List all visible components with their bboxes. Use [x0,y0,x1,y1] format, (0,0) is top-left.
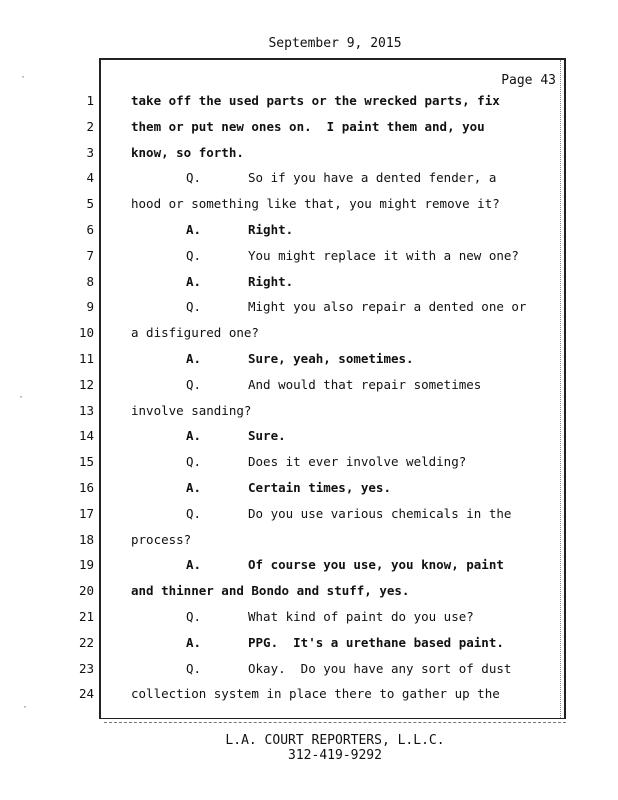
page-number: Page 43 [501,73,556,88]
line-content: PPG. It's a urethane based paint. [248,634,504,650]
line-text [131,93,500,108]
line-text [131,145,244,160]
line-number: 12 [78,376,94,392]
line-text [186,222,293,237]
line-content: process? [131,531,192,547]
transcript-line [0,274,600,294]
line-text [131,119,485,134]
line-number: 21 [78,609,94,624]
line-content: Okay. Do you have any sort of dust [248,660,512,676]
transcript-line [0,609,600,629]
line-number: 3 [86,144,94,160]
speaker-label: A. [186,222,202,237]
speaker-label: Q. [186,660,202,676]
line-content: Right. [248,273,294,289]
transcript-line [0,222,600,242]
line-number: 17 [78,505,94,521]
line-content: You might replace it with a new one? [248,247,519,263]
speaker-label: Q. [186,299,202,315]
line-text [186,557,504,572]
line-text [186,454,466,469]
footer-phone: 312-419-9292 [288,748,382,763]
line-text [131,686,500,701]
line-content: Of course you use, you know, paint [248,557,504,573]
speaker-label: Q. [186,376,202,392]
line-content: Certain times, yes. [248,480,391,495]
transcript-line [0,480,600,500]
transcript-line [0,196,600,216]
transcript-line [0,428,600,448]
speaker-label: A. [186,428,202,444]
line-number: 7 [86,247,94,263]
transcript-line [0,635,600,655]
line-text [186,248,519,263]
transcript-line [0,170,600,190]
line-number: 18 [78,531,94,547]
speaker-label: Q. [186,505,202,521]
scan-speck: · [20,72,27,83]
speaker-label: A. [186,557,202,573]
line-number: 6 [86,222,94,237]
line-text [131,196,500,211]
line-number: 15 [78,454,94,470]
line-content: So if you have a dented fender, a [248,170,497,186]
line-number: 24 [78,686,94,702]
line-content: Might you also repair a dented one or [248,299,527,315]
line-text [186,506,511,521]
transcript-line [0,557,600,577]
line-text [186,170,496,185]
speaker-label: A. [186,351,202,366]
line-text [186,635,504,650]
speaker-label: Q. [186,247,202,263]
line-number: 19 [78,557,94,573]
line-content: Does it ever involve welding? [248,454,467,470]
line-text [131,532,191,547]
transcript-line [0,145,600,165]
line-text [186,274,293,289]
line-number: 13 [78,402,94,418]
transcript-line [0,532,600,552]
page-date-header: September 9, 2015 [268,36,402,51]
line-text [186,351,414,366]
line-content: Sure, yeah, sometimes. [248,351,414,366]
transcript-line [0,299,600,319]
line-number: 2 [86,118,94,134]
speaker-label: Q. [186,170,202,186]
line-number: 14 [78,428,94,444]
line-content: take off the used parts or the wrecked parts, fix [131,93,500,108]
speaker-label: Q. [186,454,202,470]
line-text [131,325,259,340]
line-number: 11 [78,351,94,366]
line-content: know, so forth. [131,144,244,160]
line-content: Right. [248,222,294,237]
line-content: hood or something like that, you might remove it? [131,196,500,212]
transcript-line [0,661,600,681]
line-content: collection system in place there to gather up the [131,686,500,702]
speaker-label: A. [186,634,202,650]
line-text [131,583,409,598]
line-content: them or put new ones on. I paint them and, you [131,118,485,134]
line-text [186,377,481,392]
line-number: 23 [78,660,94,676]
line-text [186,299,526,314]
line-number: 16 [78,480,94,495]
line-content: involve sanding? [131,402,252,418]
line-number: 10 [78,325,94,341]
speaker-label: A. [186,480,202,495]
speaker-label: Q. [186,609,202,624]
transcript-line [0,506,600,526]
transcript-line [0,351,600,371]
line-content: What kind of paint do you use? [248,609,474,624]
line-text [186,661,511,676]
line-content: Do you use various chemicals in the [248,505,512,521]
line-number: 8 [86,273,94,289]
line-text [186,428,286,443]
transcript-line [0,686,600,706]
transcript-line [0,248,600,268]
line-text [131,403,251,418]
speaker-label: A. [186,273,202,289]
line-number: 5 [86,196,94,212]
line-content: Sure. [248,428,286,444]
line-text [186,480,391,495]
line-number: 4 [86,170,94,186]
transcript-line [0,119,600,139]
line-number: 1 [86,93,94,108]
bottom-rule [104,722,566,723]
scan-speck: · [22,702,29,713]
line-content: a disfigured one? [131,325,259,341]
transcript-line [0,403,600,423]
transcript-line [0,325,600,345]
footer-company: L.A. COURT REPORTERS, L.L.C. [225,733,445,748]
transcript-line [0,583,600,603]
scan-speck: · [18,392,25,403]
transcript-line [0,377,600,397]
transcript-line [0,454,600,474]
transcript-line [0,93,600,113]
line-content: and thinner and Bondo and stuff, yes. [131,583,410,599]
line-text [186,609,474,624]
line-number: 20 [78,583,94,599]
line-number: 22 [78,634,94,650]
line-number: 9 [86,299,94,315]
line-content: And would that repair sometimes [248,376,482,392]
